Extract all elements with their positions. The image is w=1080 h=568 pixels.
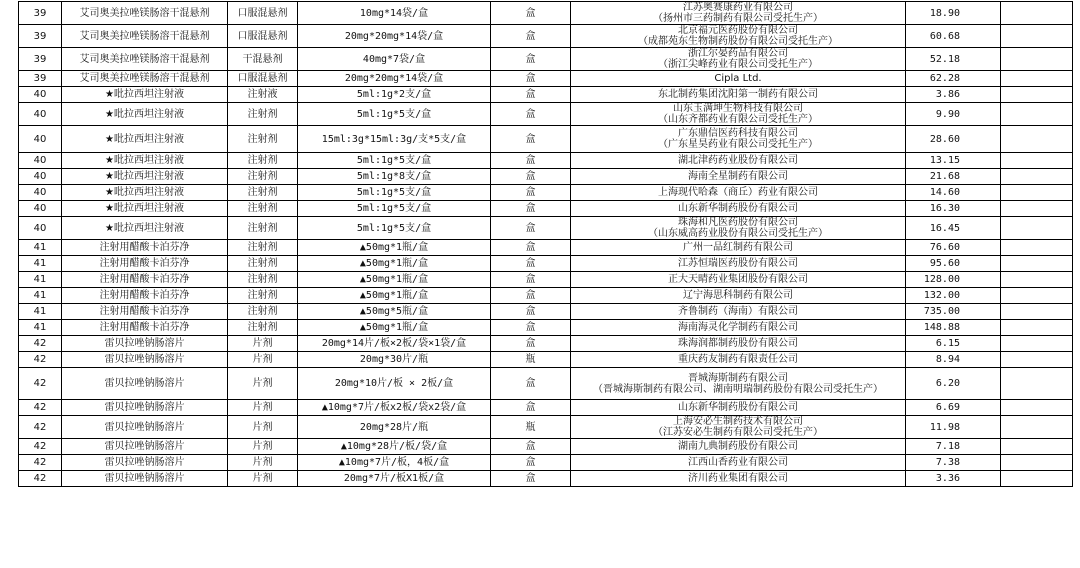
cell-remark [1001, 201, 1073, 217]
cell-seq-no: 42 [19, 471, 62, 487]
cell-dosage-form: 注射剂 [228, 304, 298, 320]
cell-seq-no: 39 [19, 2, 62, 25]
cell-specification: 5ml:1g*5支/盒 [298, 103, 491, 126]
table-row [19, 217, 1073, 240]
company-line: （山东齐都药业有限公司受托生产） [658, 114, 818, 125]
company-line: 重庆药友制药有限责任公司 [678, 354, 798, 365]
cell-unit: 盒 [491, 336, 571, 352]
cell-seq-no: 40 [19, 217, 62, 240]
table-row [19, 471, 1073, 487]
cell-seq-no: 42 [19, 368, 62, 400]
company-line: 山东玉满坤生物科技有限公司 [673, 103, 803, 114]
cell-seq-no: 41 [19, 256, 62, 272]
cell-specification: 5ml:1g*5支/盒 [298, 201, 491, 217]
cell-drug-name: 艾司奥美拉唑镁肠溶干混悬剂 [62, 25, 228, 48]
cell-company [571, 352, 906, 368]
cell-price: 8.94 [906, 352, 1001, 368]
cell-company [571, 153, 906, 169]
table-row [19, 304, 1073, 320]
company-line: 湖南九典制药股份有限公司 [678, 441, 798, 452]
cell-company [571, 320, 906, 336]
cell-seq-no: 41 [19, 320, 62, 336]
cell-remark [1001, 304, 1073, 320]
cell-drug-name: 雷贝拉唑钠肠溶片 [62, 400, 228, 416]
cell-price: 3.36 [906, 471, 1001, 487]
cell-price: 60.68 [906, 25, 1001, 48]
cell-company [571, 240, 906, 256]
cell-drug-name: 注射用醋酸卡泊芬净 [62, 304, 228, 320]
cell-seq-no: 42 [19, 439, 62, 455]
cell-price: 6.69 [906, 400, 1001, 416]
drug-price-table [18, 1, 1073, 487]
company-line: （浙江尖峰药业有限公司受托生产） [658, 59, 818, 70]
cell-unit: 盒 [491, 320, 571, 336]
cell-price: 7.18 [906, 439, 1001, 455]
table-row [19, 201, 1073, 217]
company-line: （扬州市三药制药有限公司受托生产） [653, 13, 823, 24]
cell-dosage-form: 注射剂 [228, 217, 298, 240]
company-line: 山东新华制药股份有限公司 [678, 402, 798, 413]
cell-unit: 盒 [491, 400, 571, 416]
cell-dosage-form: 片剂 [228, 439, 298, 455]
cell-remark [1001, 71, 1073, 87]
cell-seq-no: 42 [19, 455, 62, 471]
cell-unit: 盒 [491, 87, 571, 103]
cell-company [571, 201, 906, 217]
cell-drug-name: 雷贝拉唑钠肠溶片 [62, 352, 228, 368]
cell-company [571, 368, 906, 400]
table-row [19, 87, 1073, 103]
cell-unit: 盒 [491, 201, 571, 217]
cell-remark [1001, 153, 1073, 169]
cell-company [571, 455, 906, 471]
cell-remark [1001, 471, 1073, 487]
cell-unit: 盒 [491, 304, 571, 320]
cell-seq-no: 39 [19, 25, 62, 48]
cell-specification: 20mg*28片/瓶 [298, 416, 491, 439]
cell-dosage-form: 注射剂 [228, 103, 298, 126]
cell-company [571, 48, 906, 71]
cell-specification: ▲50mg*1瓶/盒 [298, 240, 491, 256]
company-line: （广东星昊药业有限公司受托生产） [658, 139, 818, 150]
cell-specification: 5ml:1g*8支/盒 [298, 169, 491, 185]
cell-seq-no: 40 [19, 201, 62, 217]
cell-company [571, 103, 906, 126]
cell-drug-name: 艾司奥美拉唑镁肠溶干混悬剂 [62, 48, 228, 71]
cell-remark [1001, 352, 1073, 368]
cell-unit: 盒 [491, 48, 571, 71]
company-line: 东北制药集团沈阳第一制药有限公司 [658, 89, 818, 100]
cell-specification: 40mg*7袋/盒 [298, 48, 491, 71]
cell-remark [1001, 48, 1073, 71]
table-row [19, 288, 1073, 304]
cell-drug-name: ★吡拉西坦注射液 [62, 87, 228, 103]
cell-drug-name: 雷贝拉唑钠肠溶片 [62, 368, 228, 400]
table-row [19, 185, 1073, 201]
cell-specification: ▲50mg*1瓶/盒 [298, 320, 491, 336]
cell-specification: ▲50mg*1瓶/盒 [298, 288, 491, 304]
table-row [19, 455, 1073, 471]
cell-price: 62.28 [906, 71, 1001, 87]
cell-drug-name: 雷贝拉唑钠肠溶片 [62, 455, 228, 471]
company-line: 海南海灵化学制药有限公司 [678, 322, 798, 333]
cell-price: 128.00 [906, 272, 1001, 288]
cell-dosage-form: 注射剂 [228, 288, 298, 304]
cell-dosage-form: 注射剂 [228, 272, 298, 288]
cell-drug-name: ★吡拉西坦注射液 [62, 103, 228, 126]
cell-price: 52.18 [906, 48, 1001, 71]
cell-specification: 5ml:1g*2支/盒 [298, 87, 491, 103]
cell-unit: 盒 [491, 256, 571, 272]
cell-price: 95.60 [906, 256, 1001, 272]
cell-unit: 盒 [491, 25, 571, 48]
company-line: 广东鼎信医药科技有限公司 [678, 128, 798, 139]
cell-company [571, 439, 906, 455]
cell-company [571, 336, 906, 352]
company-line: 江苏恒瑞医药股份有限公司 [678, 258, 798, 269]
company-line: （山东威高药业股份有限公司受托生产） [648, 228, 828, 239]
company-line: 济川药业集团有限公司 [688, 473, 788, 484]
cell-price: 735.00 [906, 304, 1001, 320]
cell-specification: ▲10mg*7片/板x2板/袋x2袋/盒 [298, 400, 491, 416]
cell-seq-no: 40 [19, 87, 62, 103]
cell-dosage-form: 注射剂 [228, 256, 298, 272]
cell-dosage-form: 注射剂 [228, 126, 298, 153]
cell-company [571, 400, 906, 416]
cell-seq-no: 41 [19, 288, 62, 304]
cell-specification: 5ml:1g*5支/盒 [298, 185, 491, 201]
cell-price: 28.60 [906, 126, 1001, 153]
cell-company [571, 2, 906, 25]
cell-specification: 5ml:1g*5支/盒 [298, 217, 491, 240]
cell-dosage-form: 口服混悬剂 [228, 2, 298, 25]
cell-seq-no: 42 [19, 416, 62, 439]
cell-drug-name: 注射用醋酸卡泊芬净 [62, 272, 228, 288]
table-row [19, 71, 1073, 87]
cell-unit: 瓶 [491, 416, 571, 439]
cell-unit: 瓶 [491, 352, 571, 368]
cell-company [571, 126, 906, 153]
cell-unit: 盒 [491, 71, 571, 87]
company-line: 珠海和凡医药股份有限公司 [678, 217, 798, 228]
cell-unit: 盒 [491, 368, 571, 400]
cell-specification: 20mg*14片/板×2板/袋×1袋/盒 [298, 336, 491, 352]
cell-remark [1001, 400, 1073, 416]
cell-dosage-form: 干混悬剂 [228, 48, 298, 71]
cell-specification: 20mg*20mg*14袋/盒 [298, 25, 491, 48]
company-line: 齐鲁制药（海南）有限公司 [678, 306, 798, 317]
cell-drug-name: 注射用醋酸卡泊芬净 [62, 256, 228, 272]
cell-unit: 盒 [491, 2, 571, 25]
company-line: （江苏安必生制药有限公司受托生产） [653, 427, 823, 438]
cell-company [571, 416, 906, 439]
cell-drug-name: 雷贝拉唑钠肠溶片 [62, 336, 228, 352]
cell-specification: ▲10mg*28片/板/袋/盒 [298, 439, 491, 455]
company-line: 江西山香药业有限公司 [688, 457, 788, 468]
table-row [19, 416, 1073, 439]
cell-drug-name: 艾司奥美拉唑镁肠溶干混悬剂 [62, 2, 228, 25]
cell-dosage-form: 注射剂 [228, 320, 298, 336]
cell-specification: 20mg*20mg*14袋/盒 [298, 71, 491, 87]
cell-seq-no: 39 [19, 48, 62, 71]
cell-drug-name: ★吡拉西坦注射液 [62, 185, 228, 201]
table-row [19, 169, 1073, 185]
cell-unit: 盒 [491, 439, 571, 455]
cell-unit: 盒 [491, 185, 571, 201]
cell-specification: 10mg*14袋/盒 [298, 2, 491, 25]
cell-drug-name: ★吡拉西坦注射液 [62, 126, 228, 153]
cell-remark [1001, 2, 1073, 25]
cell-drug-name: 雷贝拉唑钠肠溶片 [62, 416, 228, 439]
cell-dosage-form: 片剂 [228, 352, 298, 368]
cell-company [571, 169, 906, 185]
company-line: 海南全星制药有限公司 [688, 171, 788, 182]
cell-remark [1001, 288, 1073, 304]
cell-drug-name: ★吡拉西坦注射液 [62, 217, 228, 240]
cell-seq-no: 40 [19, 185, 62, 201]
cell-unit: 盒 [491, 455, 571, 471]
cell-price: 6.20 [906, 368, 1001, 400]
company-line: 山东新华制药股份有限公司 [678, 203, 798, 214]
cell-remark [1001, 368, 1073, 400]
cell-remark [1001, 439, 1073, 455]
table-row [19, 25, 1073, 48]
company-line: 珠海润都制药股份有限公司 [678, 338, 798, 349]
cell-specification: 20mg*7片/板X1板/盒 [298, 471, 491, 487]
cell-seq-no: 41 [19, 272, 62, 288]
cell-price: 7.38 [906, 455, 1001, 471]
cell-dosage-form: 注射剂 [228, 240, 298, 256]
company-line: 晋城海斯制药有限公司 [688, 372, 788, 384]
cell-unit: 盒 [491, 471, 571, 487]
cell-company [571, 288, 906, 304]
cell-dosage-form: 注射剂 [228, 153, 298, 169]
cell-unit: 盒 [491, 288, 571, 304]
cell-dosage-form: 片剂 [228, 416, 298, 439]
cell-remark [1001, 87, 1073, 103]
cell-dosage-form: 口服混悬剂 [228, 25, 298, 48]
cell-specification: 20mg*10片/板 × 2板/盒 [298, 368, 491, 400]
cell-unit: 盒 [491, 103, 571, 126]
cell-specification: ▲50mg*1瓶/盒 [298, 256, 491, 272]
cell-remark [1001, 256, 1073, 272]
cell-seq-no: 42 [19, 336, 62, 352]
company-line: 浙江尔晏药品有限公司 [688, 48, 788, 59]
cell-remark [1001, 25, 1073, 48]
cell-remark [1001, 169, 1073, 185]
cell-specification: ▲10mg*7片/板，4板/盒 [298, 455, 491, 471]
cell-dosage-form: 注射剂 [228, 169, 298, 185]
company-line: 广州一品红制药有限公司 [683, 242, 793, 253]
cell-remark [1001, 240, 1073, 256]
table-row [19, 439, 1073, 455]
company-line: 湖北津药药业股份有限公司 [678, 155, 798, 166]
cell-company [571, 256, 906, 272]
table-row [19, 272, 1073, 288]
cell-price: 132.00 [906, 288, 1001, 304]
cell-price: 76.60 [906, 240, 1001, 256]
cell-price: 18.90 [906, 2, 1001, 25]
cell-company [571, 272, 906, 288]
cell-drug-name: ★吡拉西坦注射液 [62, 201, 228, 217]
company-line: 上海安必生制药技术有限公司 [673, 416, 803, 427]
cell-remark [1001, 416, 1073, 439]
cell-company [571, 185, 906, 201]
cell-drug-name: ★吡拉西坦注射液 [62, 169, 228, 185]
cell-remark [1001, 320, 1073, 336]
cell-price: 9.90 [906, 103, 1001, 126]
cell-remark [1001, 272, 1073, 288]
cell-remark [1001, 336, 1073, 352]
cell-seq-no: 42 [19, 352, 62, 368]
cell-company [571, 304, 906, 320]
company-line: （晋城海斯制药有限公司、湖南明瑞制药股份有限公司受托生产） [593, 383, 883, 395]
cell-price: 11.98 [906, 416, 1001, 439]
company-line: Cipla Ltd. [714, 73, 762, 84]
cell-unit: 盒 [491, 272, 571, 288]
cell-specification: ▲50mg*5瓶/盒 [298, 304, 491, 320]
cell-dosage-form: 片剂 [228, 455, 298, 471]
cell-drug-name: 雷贝拉唑钠肠溶片 [62, 471, 228, 487]
cell-company [571, 25, 906, 48]
cell-dosage-form: 口服混悬剂 [228, 71, 298, 87]
cell-specification: 15ml:3g*15ml:3g/支*5支/盒 [298, 126, 491, 153]
cell-seq-no: 39 [19, 71, 62, 87]
cell-seq-no: 41 [19, 304, 62, 320]
cell-price: 21.68 [906, 169, 1001, 185]
cell-seq-no: 40 [19, 153, 62, 169]
cell-dosage-form: 片剂 [228, 471, 298, 487]
cell-specification: 20mg*30片/瓶 [298, 352, 491, 368]
cell-remark [1001, 103, 1073, 126]
company-line: 北京福元医药股份有限公司 [678, 25, 798, 36]
table-row [19, 320, 1073, 336]
cell-company [571, 71, 906, 87]
cell-drug-name: 注射用醋酸卡泊芬净 [62, 240, 228, 256]
cell-company [571, 87, 906, 103]
cell-dosage-form: 注射液 [228, 87, 298, 103]
table-row [19, 2, 1073, 25]
table-body [19, 2, 1073, 487]
table-row [19, 103, 1073, 126]
cell-specification: 5ml:1g*5支/盒 [298, 153, 491, 169]
company-line: 上海现代哈森（商丘）药业有限公司 [658, 187, 818, 198]
cell-unit: 盒 [491, 153, 571, 169]
table-row [19, 352, 1073, 368]
cell-unit: 盒 [491, 240, 571, 256]
cell-seq-no: 42 [19, 400, 62, 416]
cell-seq-no: 40 [19, 169, 62, 185]
cell-company [571, 217, 906, 240]
table-row [19, 153, 1073, 169]
cell-drug-name: ★吡拉西坦注射液 [62, 153, 228, 169]
cell-specification: ▲50mg*1瓶/盒 [298, 272, 491, 288]
company-line: 辽宁海思科制药有限公司 [683, 290, 793, 301]
company-line: 江苏奥赛康药业有限公司 [683, 2, 793, 13]
cell-unit: 盒 [491, 169, 571, 185]
cell-remark [1001, 185, 1073, 201]
cell-remark [1001, 217, 1073, 240]
table-row [19, 400, 1073, 416]
company-line: 正大天晴药业集团股份有限公司 [668, 274, 808, 285]
cell-price: 13.15 [906, 153, 1001, 169]
cell-dosage-form: 注射剂 [228, 185, 298, 201]
table-row [19, 256, 1073, 272]
cell-unit: 盒 [491, 217, 571, 240]
cell-company [571, 471, 906, 487]
table-row [19, 336, 1073, 352]
table-row [19, 368, 1073, 400]
cell-drug-name: 雷贝拉唑钠肠溶片 [62, 439, 228, 455]
cell-dosage-form: 片剂 [228, 336, 298, 352]
cell-dosage-form: 注射剂 [228, 201, 298, 217]
table-row [19, 48, 1073, 71]
cell-price: 3.86 [906, 87, 1001, 103]
cell-price: 16.45 [906, 217, 1001, 240]
cell-drug-name: 注射用醋酸卡泊芬净 [62, 288, 228, 304]
cell-remark [1001, 455, 1073, 471]
cell-seq-no: 40 [19, 103, 62, 126]
cell-seq-no: 41 [19, 240, 62, 256]
cell-remark [1001, 126, 1073, 153]
table-row [19, 126, 1073, 153]
cell-price: 148.88 [906, 320, 1001, 336]
cell-drug-name: 艾司奥美拉唑镁肠溶干混悬剂 [62, 71, 228, 87]
cell-price: 6.15 [906, 336, 1001, 352]
cell-drug-name: 注射用醋酸卡泊芬净 [62, 320, 228, 336]
cell-price: 14.60 [906, 185, 1001, 201]
cell-unit: 盒 [491, 126, 571, 153]
cell-dosage-form: 片剂 [228, 400, 298, 416]
cell-seq-no: 40 [19, 126, 62, 153]
company-line: （成都苑东生物制药股份有限公司受托生产） [638, 36, 838, 47]
table-row [19, 240, 1073, 256]
cell-dosage-form: 片剂 [228, 368, 298, 400]
cell-price: 16.30 [906, 201, 1001, 217]
